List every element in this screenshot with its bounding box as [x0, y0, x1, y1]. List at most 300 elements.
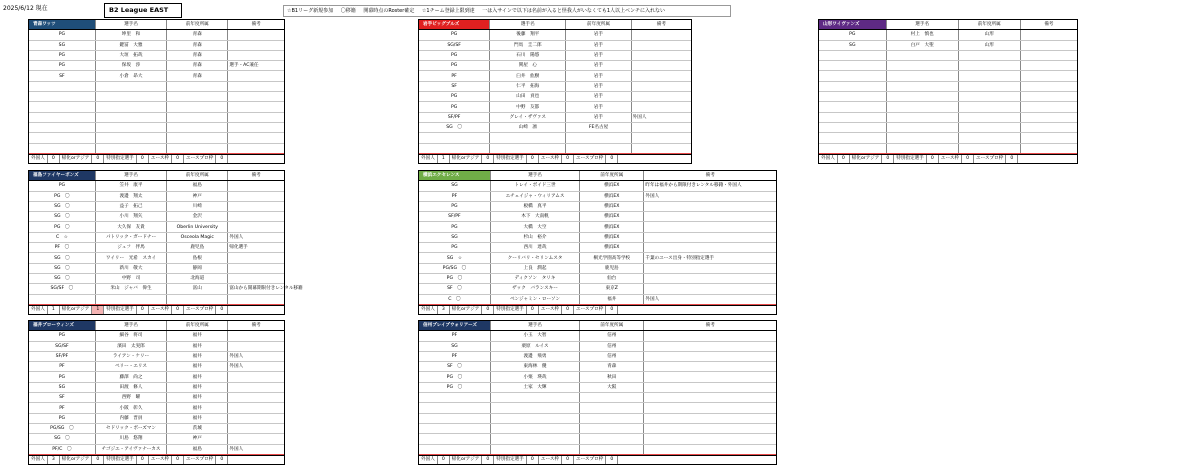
- player-row: [419, 191, 776, 201]
- footer-count-special: 0: [527, 155, 539, 163]
- player-note: 外国人: [644, 294, 776, 304]
- player-name: 細谷 将司: [95, 331, 166, 341]
- player-row: [419, 201, 776, 211]
- footer-count-special: 0: [137, 456, 149, 464]
- player-note: [631, 30, 691, 40]
- player-prev-team: 横浜EX: [580, 212, 644, 222]
- footer-count-special: 0: [137, 306, 149, 314]
- player-note: [644, 382, 776, 392]
- player-prev-team: 福井: [167, 331, 228, 341]
- player-note: [228, 191, 284, 201]
- player-row: [419, 40, 691, 50]
- team-table: [28, 170, 303, 315]
- player-prev-team: 島根: [167, 253, 228, 263]
- player-position: PG: [29, 50, 95, 60]
- player-prev-team: 山形: [958, 40, 1020, 50]
- player-note: 富山から開幕期限付きレンタル移籍: [228, 284, 284, 294]
- player-position: SG: [29, 382, 95, 392]
- player-prev-team: [958, 81, 1020, 91]
- player-prev-team: 福井: [167, 413, 228, 423]
- player-name: 内藤 晋員: [95, 413, 166, 423]
- col-header-name: 選手名: [490, 171, 579, 181]
- player-note: [631, 61, 691, 71]
- player-name: [886, 61, 958, 71]
- player-prev-team: [566, 133, 631, 143]
- player-row: [419, 50, 691, 60]
- player-name: 白戸 大聖: [886, 40, 958, 50]
- player-position: PG: [419, 61, 490, 71]
- player-position: PG/SG 〇: [419, 263, 490, 273]
- team-footer: [29, 305, 284, 314]
- footer-count-special: 0: [137, 155, 149, 163]
- player-note: [228, 122, 284, 132]
- footer-count-foreign: 1: [438, 155, 450, 163]
- player-position: SG: [819, 40, 886, 50]
- player-prev-team: 横浜EX: [580, 191, 644, 201]
- player-prev-team: 仙台: [580, 273, 644, 283]
- col-header-note: 備考: [228, 321, 284, 331]
- player-position: SF 〇: [419, 362, 490, 372]
- player-position: SF/PF: [419, 212, 490, 222]
- col-header-name: 選手名: [95, 171, 166, 181]
- player-note: [228, 423, 284, 433]
- player-note: [228, 181, 284, 191]
- date-label: 2025/6/12 現在: [3, 5, 48, 12]
- player-note: 外国人: [228, 351, 284, 361]
- player-position: PG: [29, 181, 95, 191]
- player-name: [490, 403, 579, 413]
- player-position: PG: [29, 413, 95, 423]
- footer-label-youth: ユース枠: [149, 306, 172, 314]
- player-prev-team: 富山: [167, 284, 228, 294]
- player-row: [29, 143, 284, 153]
- player-position: PF: [419, 71, 490, 81]
- player-row: [419, 243, 776, 253]
- footer-count-youth_pro: 0: [606, 306, 618, 314]
- player-row: [29, 403, 284, 413]
- player-position: [819, 61, 886, 71]
- player-name: 益子 拓己: [95, 201, 166, 211]
- player-name: 米山 ジャバ 偉生: [95, 284, 166, 294]
- player-prev-team: Osceola Magic: [167, 232, 228, 242]
- footer-count-asian: 0: [882, 155, 894, 163]
- player-prev-team: [580, 444, 644, 454]
- team-table: [28, 320, 285, 465]
- player-row: [419, 81, 691, 91]
- player-position: [419, 133, 490, 143]
- player-row: [419, 284, 776, 294]
- player-name: [490, 393, 579, 403]
- player-position: PG 〇: [419, 372, 490, 382]
- player-note: [1020, 92, 1077, 102]
- player-name: [95, 133, 166, 143]
- player-row: [419, 212, 776, 222]
- player-prev-team: 横浜EX: [580, 243, 644, 253]
- player-row: [419, 413, 776, 423]
- col-header-name: 選手名: [95, 20, 166, 30]
- player-position: [29, 122, 95, 132]
- player-prev-team: 静岡: [167, 263, 228, 273]
- player-note: 千葉のユース出身・特別指定選手: [644, 253, 776, 263]
- footer-count-foreign: 0: [838, 155, 850, 163]
- team-name: 福島ファイヤーボンズ: [29, 171, 95, 181]
- player-row: [419, 92, 691, 102]
- player-position: [819, 133, 886, 143]
- player-name: 新川 敬大: [95, 263, 166, 273]
- player-position: PG: [419, 92, 490, 102]
- player-note: [228, 143, 284, 153]
- player-name: 藤澤 尚之: [95, 372, 166, 382]
- player-name: [95, 102, 166, 112]
- player-position: PG: [419, 201, 490, 211]
- player-note: [228, 71, 284, 81]
- player-name: 中野 司: [95, 273, 166, 283]
- footer-label-foreign: 外国人: [29, 306, 48, 314]
- team-footer: [29, 154, 284, 163]
- player-prev-team: [167, 112, 228, 122]
- player-prev-team: 岩手: [566, 61, 631, 71]
- footer-label-youth_pro: ユースプロ枠: [574, 155, 606, 163]
- legend-item: 〇移籍: [340, 8, 356, 14]
- player-position: [819, 71, 886, 81]
- player-position: SG 〇: [29, 273, 95, 283]
- player-position: SG 〇: [29, 201, 95, 211]
- player-name: 板橋 真平: [490, 201, 579, 211]
- player-prev-team: [167, 92, 228, 102]
- team-footer: [819, 154, 1077, 163]
- player-prev-team: [958, 92, 1020, 102]
- footer-count-foreign: 0: [48, 155, 60, 163]
- team-footer: [29, 455, 284, 464]
- player-row: [29, 201, 284, 211]
- player-note: [228, 331, 284, 341]
- player-name: 関屋 心: [490, 61, 566, 71]
- player-row: [419, 341, 776, 351]
- player-name: 大橋 大空: [490, 222, 579, 232]
- player-name: グレイ・ザヴァス: [490, 112, 566, 122]
- player-position: SG 〇: [29, 253, 95, 263]
- footer-count-asian: 0: [92, 155, 104, 163]
- footer-label-youth_pro: ユースプロ枠: [974, 155, 1006, 163]
- player-row: [419, 30, 691, 40]
- player-prev-team: [580, 413, 644, 423]
- player-name: 東海林 優: [490, 362, 579, 372]
- player-row: [419, 122, 691, 132]
- player-name: 濱田 太実郎: [95, 341, 166, 351]
- player-position: SF: [419, 81, 490, 91]
- player-name: ディクソン タリキ: [490, 273, 579, 283]
- player-name: 大久保 友貴: [95, 222, 166, 232]
- footer-label-asian: 帰化orアジア: [60, 155, 93, 163]
- player-note: [228, 50, 284, 60]
- player-name: 西川 達哉: [490, 243, 579, 253]
- player-position: [419, 423, 490, 433]
- player-name: 仁平 拓海: [490, 81, 566, 91]
- player-prev-team: 桐光学園高等学校: [580, 253, 644, 263]
- col-header-note: 備考: [228, 20, 284, 30]
- footer-label-foreign: 外国人: [419, 155, 438, 163]
- player-position: [419, 143, 490, 153]
- player-name: 木下 大南帆: [490, 212, 579, 222]
- player-prev-team: [167, 133, 228, 143]
- footer-count-foreign: 3: [48, 456, 60, 464]
- player-note: [228, 102, 284, 112]
- player-name: [886, 112, 958, 122]
- player-position: PG: [419, 50, 490, 60]
- player-name: 鍵冨 大雅: [95, 40, 166, 50]
- player-note: [644, 423, 776, 433]
- footer-label-youth_pro: ユースプロ枠: [184, 155, 216, 163]
- footer-label-youth: ユース枠: [539, 306, 562, 314]
- player-position: [819, 102, 886, 112]
- player-name: セドリック・ボーズマン: [95, 423, 166, 433]
- player-position: C 〇: [419, 294, 490, 304]
- player-name: 小玉 大智: [490, 331, 579, 341]
- player-note: 外国人: [631, 112, 691, 122]
- player-row: [419, 273, 776, 283]
- col-header-note: 備考: [644, 171, 776, 181]
- player-position: [29, 143, 95, 153]
- footer-count-special: 0: [527, 306, 539, 314]
- player-name: ベンジャミン・ローソン: [490, 294, 579, 304]
- player-note: [644, 413, 776, 423]
- player-name: [886, 50, 958, 60]
- player-row: [419, 102, 691, 112]
- player-row: [419, 71, 691, 81]
- player-row: [29, 382, 284, 392]
- player-position: SG/SF 〇: [29, 284, 95, 294]
- player-position: PG: [419, 222, 490, 232]
- team-name: 岩手ビッグブルズ: [419, 20, 490, 30]
- player-row: [819, 30, 1077, 40]
- player-row: [29, 372, 284, 382]
- player-name: 田渡 修人: [95, 382, 166, 392]
- team-footer: [419, 154, 691, 163]
- player-name: [886, 133, 958, 143]
- player-note: [631, 133, 691, 143]
- player-name: クーリバリ・セリンムスタ: [490, 253, 579, 263]
- footer-count-youth: 0: [562, 155, 574, 163]
- player-prev-team: 秋田: [580, 372, 644, 382]
- footer-label-special: 特別指定選手: [494, 155, 527, 163]
- col-header-prev: 前年度所属: [566, 20, 631, 30]
- player-row: [819, 102, 1077, 112]
- player-note: [228, 382, 284, 392]
- col-header-name: 選手名: [886, 20, 958, 30]
- player-prev-team: [167, 143, 228, 153]
- player-prev-team: 横浜EX: [580, 201, 644, 211]
- player-row: [29, 122, 284, 132]
- player-name: 山崎 凛: [490, 122, 566, 132]
- player-name: [490, 413, 579, 423]
- player-position: [819, 81, 886, 91]
- player-position: PF: [29, 362, 95, 372]
- player-row: [29, 423, 284, 433]
- player-note: [228, 294, 284, 304]
- col-header-note: 備考: [228, 171, 284, 181]
- player-position: [819, 92, 886, 102]
- player-position: [819, 143, 886, 153]
- player-position: SG 〇: [419, 122, 490, 132]
- player-position: SG/SF: [419, 40, 490, 50]
- player-note: [631, 71, 691, 81]
- col-header-name: 選手名: [95, 321, 166, 331]
- footer-label-youth_pro: ユースプロ枠: [184, 456, 216, 464]
- footer-count-foreign: 1: [48, 306, 60, 314]
- player-name: [490, 444, 579, 454]
- footer-label-special: 特別指定選手: [894, 155, 927, 163]
- player-prev-team: 青森: [167, 40, 228, 50]
- player-note: 外国人: [228, 362, 284, 372]
- col-header-prev: 前年度所属: [580, 171, 644, 181]
- player-prev-team: 岩手: [566, 102, 631, 112]
- player-position: PG 〇: [419, 382, 490, 392]
- player-prev-team: [958, 61, 1020, 71]
- player-prev-team: 鹿児島: [580, 263, 644, 273]
- player-name: 小阪 彰久: [95, 403, 166, 413]
- player-row: [29, 191, 284, 201]
- player-row: [29, 212, 284, 222]
- footer-label-special: 特別指定選手: [494, 456, 527, 464]
- player-row: [29, 222, 284, 232]
- footer-label-foreign: 外国人: [29, 456, 48, 464]
- player-row: [419, 143, 691, 153]
- player-row: [419, 331, 776, 341]
- player-note: [228, 40, 284, 50]
- player-prev-team: 岩手: [566, 30, 631, 40]
- player-note: [1020, 50, 1077, 60]
- player-note: [228, 273, 284, 283]
- player-note: [228, 81, 284, 91]
- footer-count-asian: 0: [482, 306, 494, 314]
- player-prev-team: [167, 122, 228, 132]
- player-name: ジュフ 伴馬: [95, 243, 166, 253]
- player-note: [228, 133, 284, 143]
- player-position: PF: [29, 403, 95, 413]
- footer-label-youth: ユース枠: [539, 155, 562, 163]
- player-prev-team: 青森: [167, 71, 228, 81]
- player-note: [228, 393, 284, 403]
- footer-count-youth: 0: [172, 456, 184, 464]
- player-name: [95, 92, 166, 102]
- player-note: [644, 273, 776, 283]
- footer-label-youth: ユース枠: [539, 456, 562, 464]
- footer-label-asian: 帰化orアジア: [450, 306, 483, 314]
- player-note: [228, 403, 284, 413]
- player-prev-team: 信州: [580, 331, 644, 341]
- player-name: [95, 294, 166, 304]
- player-note: [228, 30, 284, 40]
- col-header-name: 選手名: [490, 20, 566, 30]
- player-row: [419, 444, 776, 454]
- player-note: [644, 403, 776, 413]
- player-name: 臼井 紘樹: [490, 71, 566, 81]
- footer-label-youth_pro: ユースプロ枠: [574, 456, 606, 464]
- player-row: [29, 50, 284, 60]
- player-note: [644, 341, 776, 351]
- player-row: [419, 181, 776, 191]
- player-name: 小川 翔矢: [95, 212, 166, 222]
- player-position: [29, 112, 95, 122]
- player-note: [1020, 143, 1077, 153]
- player-position: PF: [419, 331, 490, 341]
- player-prev-team: 青森: [167, 30, 228, 40]
- footer-label-special: 特別指定選手: [104, 155, 137, 163]
- player-prev-team: [580, 393, 644, 403]
- player-prev-team: [958, 112, 1020, 122]
- footer-label-asian: 帰化orアジア: [60, 306, 93, 314]
- player-note: [1020, 81, 1077, 91]
- player-position: SG: [29, 40, 95, 50]
- player-row: [419, 294, 776, 304]
- player-row: [29, 102, 284, 112]
- player-note: [644, 362, 776, 372]
- player-note: [228, 263, 284, 273]
- player-prev-team: [167, 294, 228, 304]
- player-prev-team: [580, 434, 644, 444]
- player-position: PG 〇: [29, 222, 95, 232]
- player-name: [886, 102, 958, 112]
- player-name: トレイ・ボイド三世: [490, 181, 579, 191]
- team-table: [418, 170, 777, 315]
- player-name: 中野 友都: [490, 102, 566, 112]
- player-row: [29, 263, 284, 273]
- player-row: [29, 413, 284, 423]
- player-name: [490, 423, 579, 433]
- player-note: [228, 222, 284, 232]
- legend: [283, 5, 731, 17]
- player-row: [819, 112, 1077, 122]
- footer-count-special: 0: [527, 456, 539, 464]
- player-name: 川島 悠翔: [95, 434, 166, 444]
- player-note: [228, 201, 284, 211]
- player-name: [886, 71, 958, 81]
- player-position: PG: [29, 61, 95, 71]
- player-position: PG: [419, 243, 490, 253]
- player-name: [886, 81, 958, 91]
- player-prev-team: [958, 133, 1020, 143]
- player-name: 保坂 渉: [95, 61, 166, 71]
- player-prev-team: 岩手: [566, 71, 631, 81]
- footer-count-youth: 0: [562, 456, 574, 464]
- player-name: 坤里 和: [95, 30, 166, 40]
- player-prev-team: 福井: [580, 294, 644, 304]
- footer-label-foreign: 外国人: [29, 155, 48, 163]
- player-prev-team: [958, 102, 1020, 112]
- player-prev-team: 福井: [167, 372, 228, 382]
- player-row: [29, 253, 284, 263]
- footer-count-youth_pro: 0: [606, 155, 618, 163]
- player-name: 大垣 拓哉: [95, 50, 166, 60]
- footer-label-youth: ユース枠: [149, 155, 172, 163]
- player-note: [228, 372, 284, 382]
- player-position: C ☆: [29, 232, 95, 242]
- team-name: 山形ワイヴァンズ: [819, 20, 886, 30]
- player-prev-team: FE名古屋: [566, 122, 631, 132]
- footer-count-asian: 0: [92, 456, 104, 464]
- player-row: [419, 362, 776, 372]
- player-prev-team: [167, 102, 228, 112]
- player-prev-team: 信州: [580, 351, 644, 361]
- player-row: [819, 61, 1077, 71]
- player-note: [631, 102, 691, 112]
- player-name: [490, 434, 579, 444]
- player-name: 渡邊 翔太: [95, 191, 166, 201]
- player-row: [29, 71, 284, 81]
- legend-item: ☆B1リーグ新規参加: [287, 8, 334, 14]
- footer-label-foreign: 外国人: [819, 155, 838, 163]
- player-row: [29, 331, 284, 341]
